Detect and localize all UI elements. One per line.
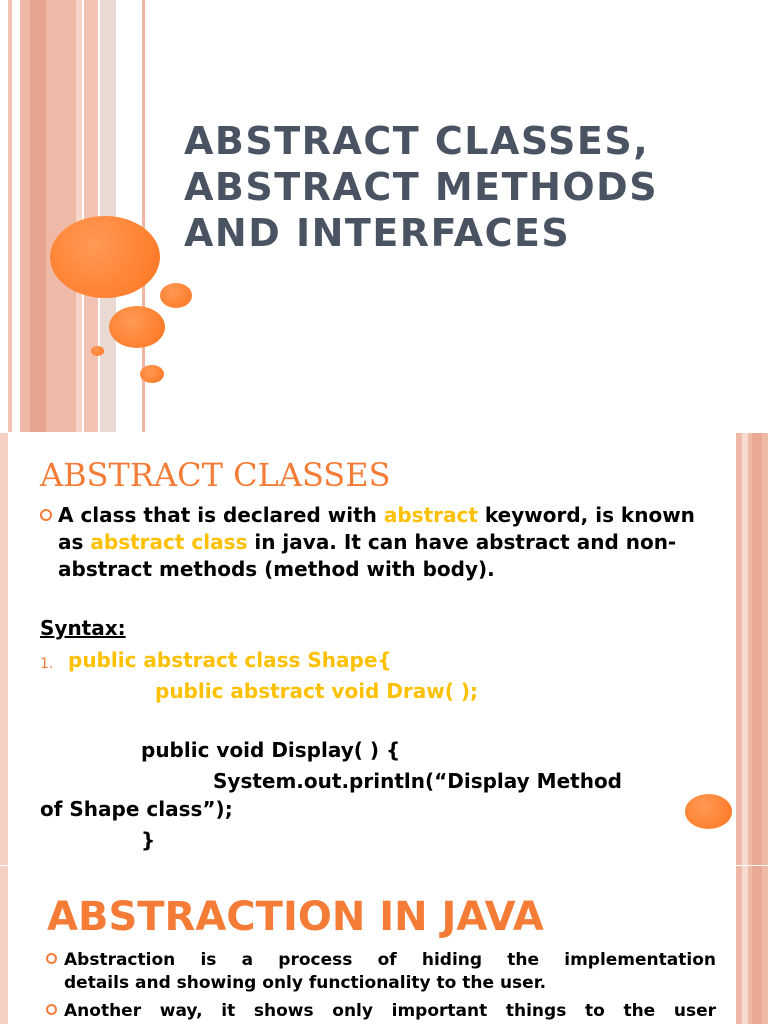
decor-circle (140, 365, 164, 383)
decor-stripe (8, 0, 12, 432)
text: A class that is declared with (58, 503, 384, 527)
decor-stripe (20, 0, 76, 432)
decor-stripe (742, 866, 748, 1024)
decor-circle (91, 346, 104, 356)
bullet-text-line: Another way, it shows only important things to the user (64, 1001, 716, 1021)
code-line: System.out.println(“Display Method (213, 769, 622, 793)
section-heading: ABSTRACT CLASSES (40, 456, 391, 494)
code-line: } (141, 828, 156, 852)
slide-title (184, 118, 744, 256)
decor-stripe (30, 0, 46, 432)
decor-circle (109, 306, 165, 348)
decor-circle (685, 794, 732, 829)
title-line: ABSTRACT CLASSES, (184, 119, 650, 163)
decor-circle (160, 283, 192, 308)
bullet-circle-icon (40, 509, 52, 521)
bullet-text-line: Abstraction is a process of hiding the implementation (64, 950, 716, 970)
decor-stripe (0, 866, 8, 1024)
decor-stripe (76, 0, 82, 432)
decor-stripe (742, 433, 748, 865)
text: keyword, is known as (58, 503, 695, 554)
code-line: public abstract void Draw( ); (155, 679, 479, 703)
decor-stripe (752, 433, 762, 865)
title-line: ABSTRACT METHODS (184, 165, 659, 209)
section-heading: ABSTRACTION IN JAVA (47, 894, 544, 940)
keyword-highlight: abstract (383, 503, 478, 527)
decor-stripe (752, 866, 762, 1024)
keyword-highlight: abstract class (90, 530, 248, 554)
decor-stripe (0, 433, 8, 865)
syntax-label: Syntax: (40, 616, 126, 640)
title-slide (0, 0, 768, 432)
bullet-text-line: details and showing only functionality to the user. (64, 973, 547, 993)
definition-paragraph (58, 502, 718, 583)
code-line: of Shape class”); (40, 797, 233, 821)
decor-circle-large (50, 216, 160, 298)
text: in java. It can have abstract and non-abstract methods (method with body). (58, 530, 677, 581)
bullet-circle-icon (46, 953, 57, 964)
list-number: 1. (40, 656, 54, 672)
code-line: public abstract class Shape{ (68, 648, 392, 672)
bullet-circle-icon (46, 1004, 57, 1015)
code-line: public void Display( ) { (141, 738, 401, 762)
title-line: AND INTERFACES (184, 211, 571, 255)
